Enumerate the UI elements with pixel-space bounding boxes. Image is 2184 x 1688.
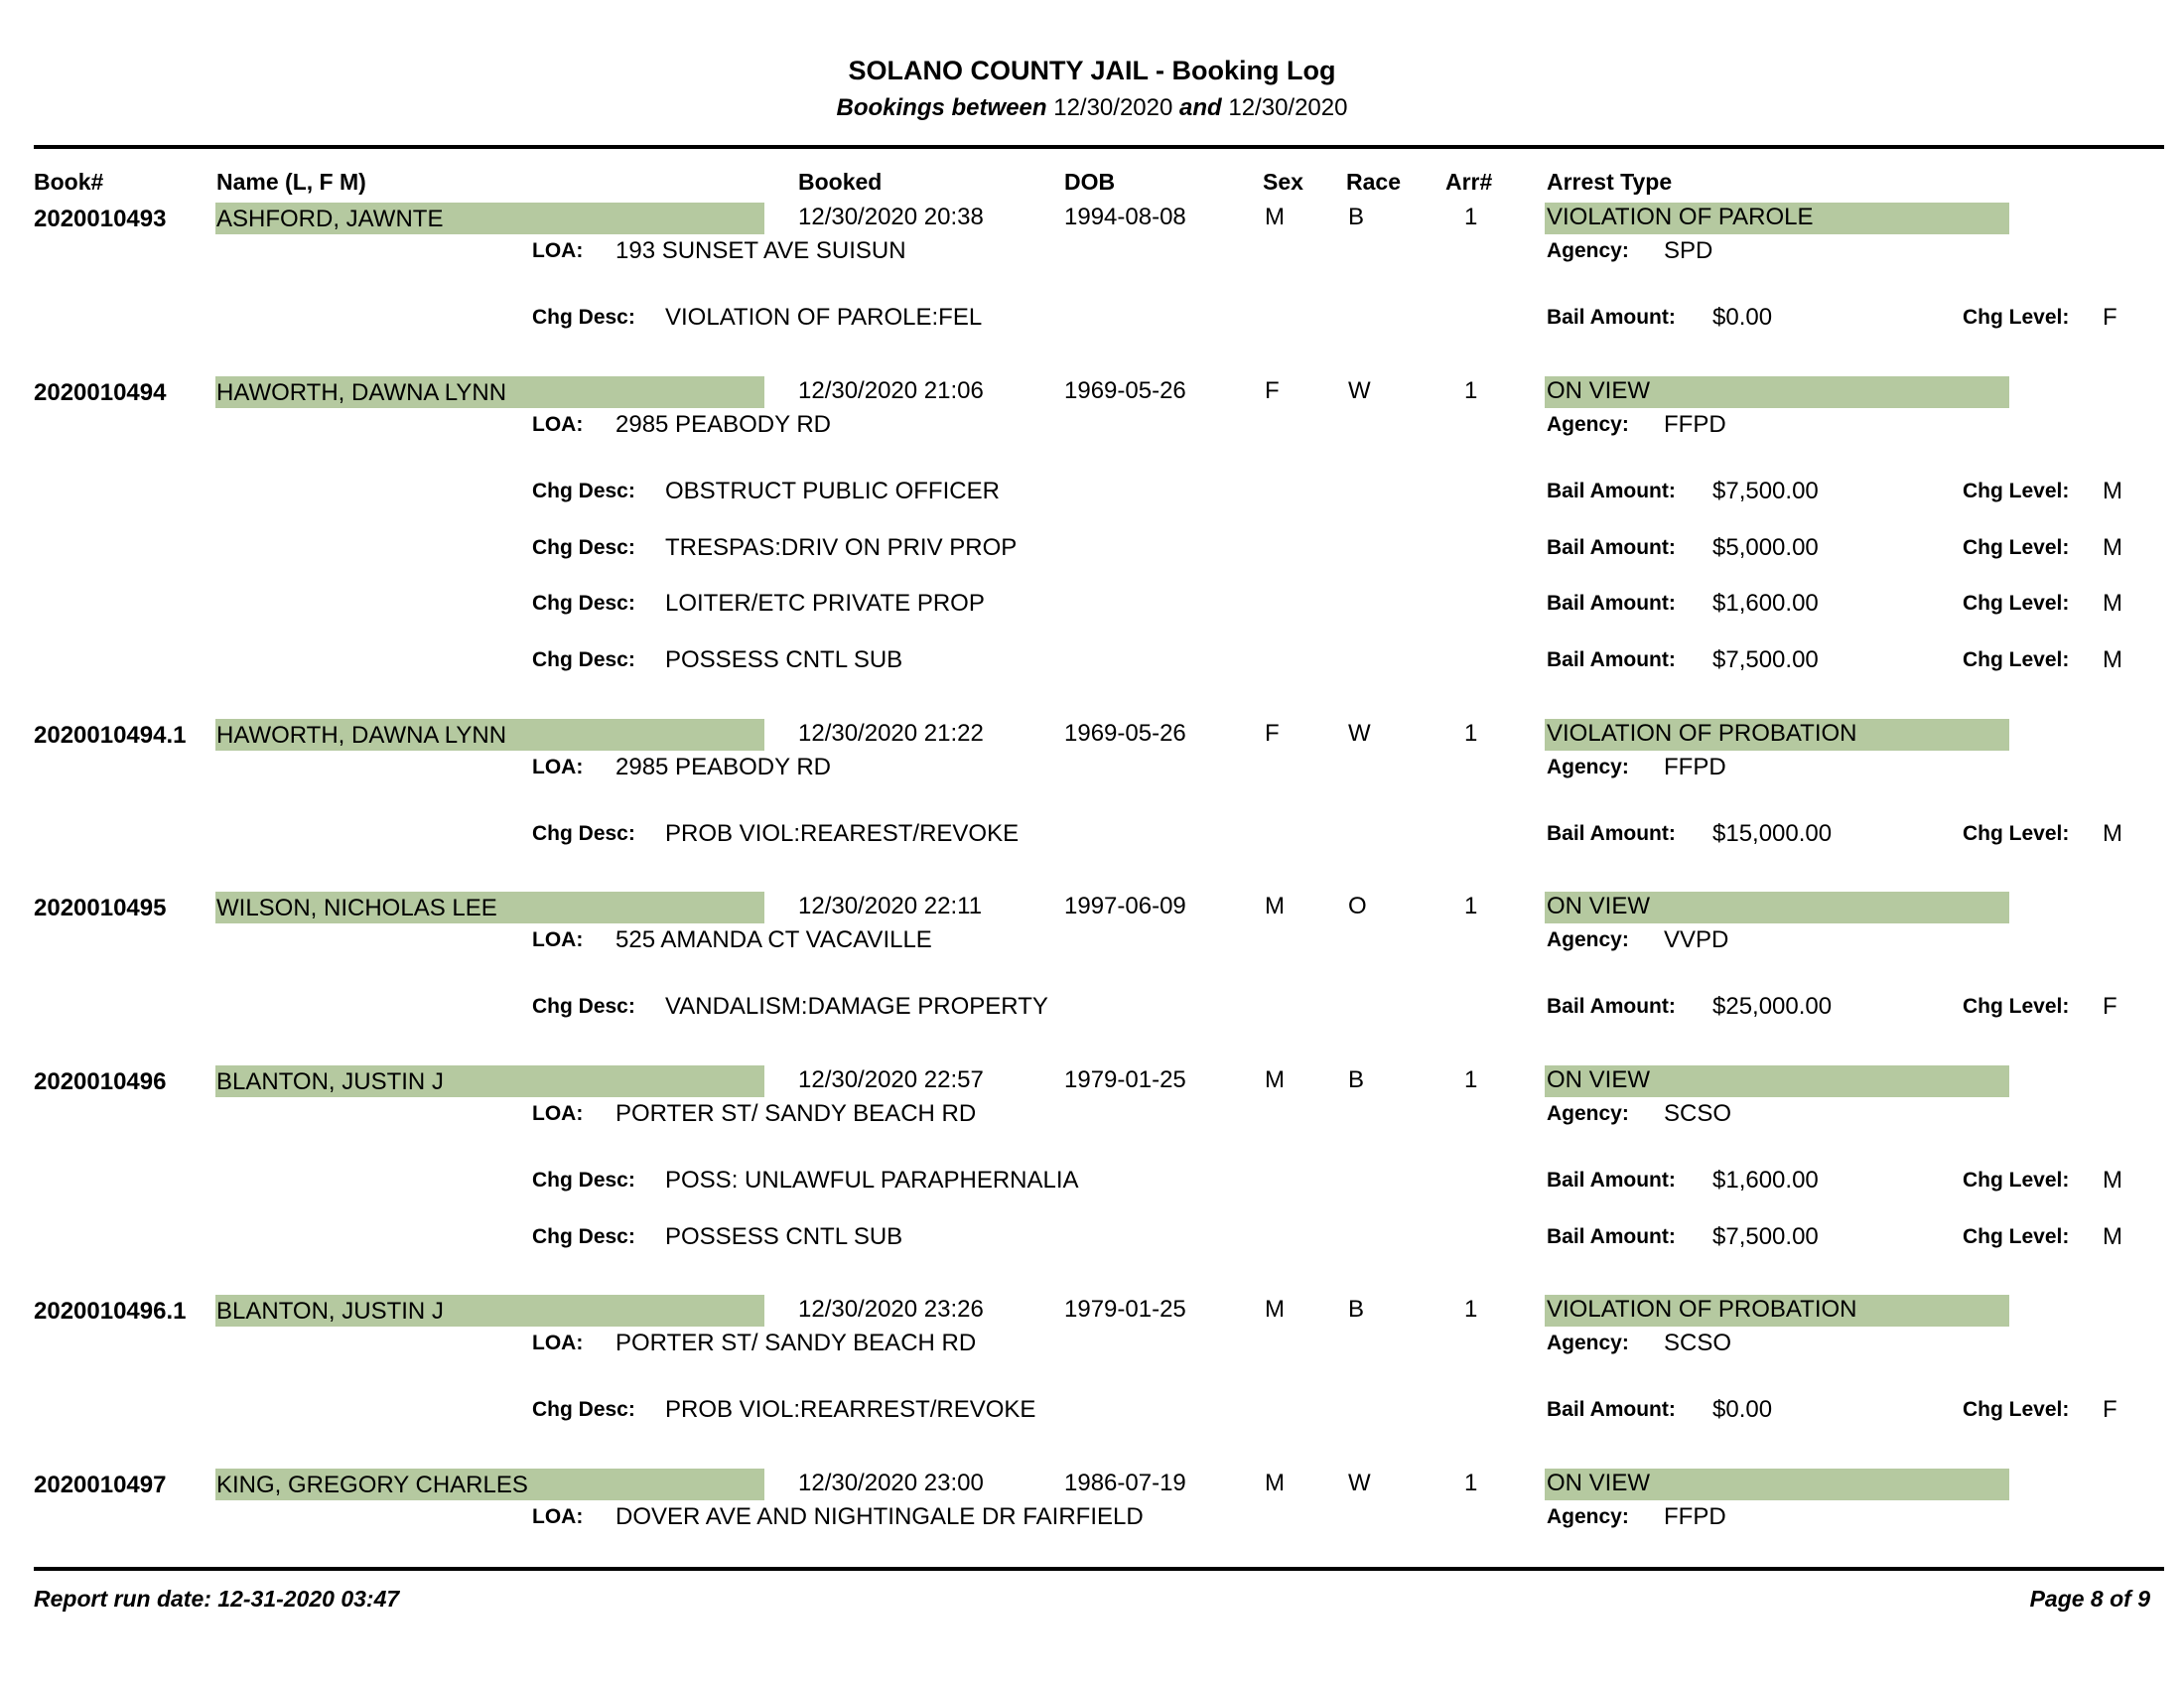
book-number: 2020010494.1 xyxy=(34,722,187,749)
report-run-date: Report run date: 12-31-2020 03:47 xyxy=(34,1586,400,1612)
race: B xyxy=(1348,1296,1365,1323)
charge-level: M xyxy=(2103,1167,2122,1194)
sex: F xyxy=(1265,720,1280,747)
col-booked: Booked xyxy=(798,169,883,195)
bail-amount-label: Bail Amount: xyxy=(1547,1169,1676,1192)
charge-level: M xyxy=(2103,820,2122,847)
bail-amount: $5,000.00 xyxy=(1712,533,1819,561)
bail-amount: $0.00 xyxy=(1712,1396,1773,1423)
loa-label: LOA: xyxy=(532,1505,584,1528)
chg-level-label: Chg Level: xyxy=(1963,480,2070,502)
charge-level: M xyxy=(2103,645,2122,673)
charge-description: PROB VIOL:REAREST/REVOKE xyxy=(665,820,1020,847)
charge-description: POSSESS CNTL SUB xyxy=(665,645,903,673)
loa-value: 193 SUNSET AVE SUISUN xyxy=(615,237,906,264)
arrest-number: 1 xyxy=(1464,1066,1478,1093)
chg-level-label: Chg Level: xyxy=(1963,535,2070,559)
loa-value: PORTER ST/ SANDY BEACH RD xyxy=(615,1330,977,1356)
charge-level: M xyxy=(2103,533,2122,561)
arrest-type: VIOLATION OF PAROLE xyxy=(1547,204,1814,230)
charge-level: F xyxy=(2103,993,2117,1020)
arrest-number: 1 xyxy=(1464,1470,1478,1496)
chg-level-label: Chg Level: xyxy=(1963,822,2070,845)
booked-datetime: 12/30/2020 23:00 xyxy=(798,1470,984,1496)
loa-label: LOA: xyxy=(532,756,584,778)
loa-value: 525 AMANDA CT VACAVILLE xyxy=(615,926,932,953)
loa-label: LOA: xyxy=(532,413,584,436)
booked-datetime: 12/30/2020 23:26 xyxy=(798,1296,984,1323)
report-subtitle xyxy=(0,94,2184,122)
arrest-number: 1 xyxy=(1464,893,1478,919)
bail-amount: $1,600.00 xyxy=(1712,1167,1819,1194)
col-sex: Sex xyxy=(1263,169,1303,195)
chg-level-label: Chg Level: xyxy=(1963,647,2070,671)
race: B xyxy=(1348,204,1365,230)
chg-desc-label: Chg Desc: xyxy=(532,535,635,559)
inmate-name: KING, GREGORY CHARLES xyxy=(216,1472,528,1498)
chg-level-label: Chg Level: xyxy=(1963,995,2070,1018)
loa-value: PORTER ST/ SANDY BEACH RD xyxy=(615,1100,977,1127)
charge-level: F xyxy=(2103,304,2117,331)
agency-value: SCSO xyxy=(1664,1100,1732,1127)
inmate-name: ASHFORD, JAWNTE xyxy=(216,206,444,232)
inmate-name: HAWORTH, DAWNA LYNN xyxy=(216,722,507,749)
loa-label: LOA: xyxy=(532,1102,584,1125)
agency-label: Agency: xyxy=(1547,1102,1629,1125)
date-of-birth: 1969-05-26 xyxy=(1064,377,1186,404)
loa-value: 2985 PEABODY RD xyxy=(615,754,831,780)
agency-label: Agency: xyxy=(1547,756,1629,778)
col-book: Book# xyxy=(34,169,104,195)
arrest-type: ON VIEW xyxy=(1547,1470,1651,1496)
agency-value: VVPD xyxy=(1664,926,1729,953)
charge-level: M xyxy=(2103,590,2122,617)
agency-label: Agency: xyxy=(1547,1505,1629,1528)
col-arr: Arr# xyxy=(1445,169,1493,195)
charge-description: POSSESS CNTL SUB xyxy=(665,1222,903,1250)
arrest-number: 1 xyxy=(1464,1296,1478,1323)
date-of-birth: 1979-01-25 xyxy=(1064,1296,1186,1323)
date-of-birth: 1979-01-25 xyxy=(1064,1066,1186,1093)
charge-description: TRESPAS:DRIV ON PRIV PROP xyxy=(665,533,1018,561)
inmate-name: WILSON, NICHOLAS LEE xyxy=(216,895,497,921)
booked-datetime: 12/30/2020 20:38 xyxy=(798,204,984,230)
charge-description: POSS: UNLAWFUL PARAPHERNALIA xyxy=(665,1167,1079,1194)
chg-level-label: Chg Level: xyxy=(1963,1398,2070,1421)
date-of-birth: 1986-07-19 xyxy=(1064,1470,1186,1496)
chg-desc-label: Chg Desc: xyxy=(532,480,635,502)
arrest-type: VIOLATION OF PROBATION xyxy=(1547,720,1857,747)
chg-desc-label: Chg Desc: xyxy=(532,647,635,671)
book-number: 2020010493 xyxy=(34,206,167,232)
chg-level-label: Chg Level: xyxy=(1963,1224,2070,1248)
arrest-type: VIOLATION OF PROBATION xyxy=(1547,1296,1857,1323)
sex: M xyxy=(1265,1296,1285,1323)
arrest-number: 1 xyxy=(1464,720,1478,747)
arrest-type: ON VIEW xyxy=(1547,1066,1651,1093)
booked-datetime: 12/30/2020 22:11 xyxy=(798,893,983,919)
bail-amount-label: Bail Amount: xyxy=(1547,535,1676,559)
agency-label: Agency: xyxy=(1547,1332,1629,1354)
charge-level: F xyxy=(2103,1396,2117,1423)
charge-level: M xyxy=(2103,1222,2122,1250)
chg-desc-label: Chg Desc: xyxy=(532,1169,635,1192)
loa-value: DOVER AVE AND NIGHTINGALE DR FAIRFIELD xyxy=(615,1503,1144,1530)
arrest-type: ON VIEW xyxy=(1547,377,1651,404)
date-of-birth: 1997-06-09 xyxy=(1064,893,1186,919)
book-number: 2020010496 xyxy=(34,1068,167,1095)
charge-description: VANDALISM:DAMAGE PROPERTY xyxy=(665,993,1048,1020)
inmate-name: BLANTON, JUSTIN J xyxy=(216,1068,444,1095)
sex: M xyxy=(1265,1470,1285,1496)
arrest-type: ON VIEW xyxy=(1547,893,1651,919)
bail-amount-label: Bail Amount: xyxy=(1547,1224,1676,1248)
bail-amount: $0.00 xyxy=(1712,304,1773,331)
chg-level-label: Chg Level: xyxy=(1963,592,2070,615)
chg-desc-label: Chg Desc: xyxy=(532,306,635,329)
charge-description: VIOLATION OF PAROLE:FEL xyxy=(665,304,983,331)
race: O xyxy=(1348,893,1367,919)
col-dob: DOB xyxy=(1064,169,1116,195)
col-race: Race xyxy=(1346,169,1401,195)
race: B xyxy=(1348,1066,1365,1093)
bail-amount-label: Bail Amount: xyxy=(1547,647,1676,671)
agency-label: Agency: xyxy=(1547,239,1629,262)
bail-amount: $25,000.00 xyxy=(1712,993,1833,1020)
agency-value: SPD xyxy=(1664,237,1713,264)
page-number: Page 8 of 9 xyxy=(2029,1586,2150,1612)
book-number: 2020010497 xyxy=(34,1472,167,1498)
agency-label: Agency: xyxy=(1547,928,1629,951)
date-to: 12/30/2020 xyxy=(1228,94,1348,121)
arrest-number: 1 xyxy=(1464,377,1478,404)
book-number: 2020010495 xyxy=(34,895,167,921)
report-title: SOLANO COUNTY JAIL - Booking Log xyxy=(848,56,1336,85)
bail-amount: $1,600.00 xyxy=(1712,590,1819,617)
booked-datetime: 12/30/2020 21:22 xyxy=(798,720,984,747)
bottom-rule xyxy=(34,1567,2164,1571)
agency-value: FFPD xyxy=(1664,754,1726,780)
chg-desc-label: Chg Desc: xyxy=(532,995,635,1018)
charge-description: OBSTRUCT PUBLIC OFFICER xyxy=(665,478,1000,504)
sex: M xyxy=(1265,893,1285,919)
date-of-birth: 1994-08-08 xyxy=(1064,204,1186,230)
bail-amount-label: Bail Amount: xyxy=(1547,592,1676,615)
date-of-birth: 1969-05-26 xyxy=(1064,720,1186,747)
bail-amount-label: Bail Amount: xyxy=(1547,480,1676,502)
chg-level-label: Chg Level: xyxy=(1963,306,2070,329)
agency-value: FFPD xyxy=(1664,411,1726,438)
inmate-name: HAWORTH, DAWNA LYNN xyxy=(216,379,507,406)
chg-level-label: Chg Level: xyxy=(1963,1169,2070,1192)
charge-description: PROB VIOL:REARREST/REVOKE xyxy=(665,1396,1036,1423)
charge-description: LOITER/ETC PRIVATE PROP xyxy=(665,590,985,617)
subtitle-and: and xyxy=(1179,94,1222,121)
book-number: 2020010496.1 xyxy=(34,1298,187,1325)
bail-amount: $7,500.00 xyxy=(1712,645,1819,673)
chg-desc-label: Chg Desc: xyxy=(532,1224,635,1248)
race: W xyxy=(1348,377,1371,404)
arrest-number: 1 xyxy=(1464,204,1478,230)
race: W xyxy=(1348,720,1371,747)
bail-amount-label: Bail Amount: xyxy=(1547,822,1676,845)
col-name: Name (L, F M) xyxy=(216,169,366,195)
bail-amount: $7,500.00 xyxy=(1712,1222,1819,1250)
loa-label: LOA: xyxy=(532,1332,584,1354)
sex: F xyxy=(1265,377,1280,404)
booked-datetime: 12/30/2020 22:57 xyxy=(798,1066,984,1093)
top-rule xyxy=(34,145,2164,149)
book-number: 2020010494 xyxy=(34,379,167,406)
sex: M xyxy=(1265,1066,1285,1093)
inmate-name: BLANTON, JUSTIN J xyxy=(216,1298,444,1325)
agency-value: SCSO xyxy=(1664,1330,1732,1356)
chg-desc-label: Chg Desc: xyxy=(532,822,635,845)
agency-label: Agency: xyxy=(1547,413,1629,436)
bail-amount-label: Bail Amount: xyxy=(1547,1398,1676,1421)
sex: M xyxy=(1265,204,1285,230)
chg-desc-label: Chg Desc: xyxy=(532,592,635,615)
loa-label: LOA: xyxy=(532,928,584,951)
bail-amount: $7,500.00 xyxy=(1712,478,1819,504)
chg-desc-label: Chg Desc: xyxy=(532,1398,635,1421)
col-arrest-type: Arrest Type xyxy=(1547,169,1673,195)
subtitle-prefix: Bookings between xyxy=(836,94,1047,121)
loa-value: 2985 PEABODY RD xyxy=(615,411,831,438)
bail-amount-label: Bail Amount: xyxy=(1547,306,1676,329)
charge-level: M xyxy=(2103,478,2122,504)
date-from: 12/30/2020 xyxy=(1053,94,1173,121)
loa-label: LOA: xyxy=(532,239,584,262)
booked-datetime: 12/30/2020 21:06 xyxy=(798,377,984,404)
bail-amount: $15,000.00 xyxy=(1712,820,1833,847)
agency-value: FFPD xyxy=(1664,1503,1726,1530)
race: W xyxy=(1348,1470,1371,1496)
bail-amount-label: Bail Amount: xyxy=(1547,995,1676,1018)
